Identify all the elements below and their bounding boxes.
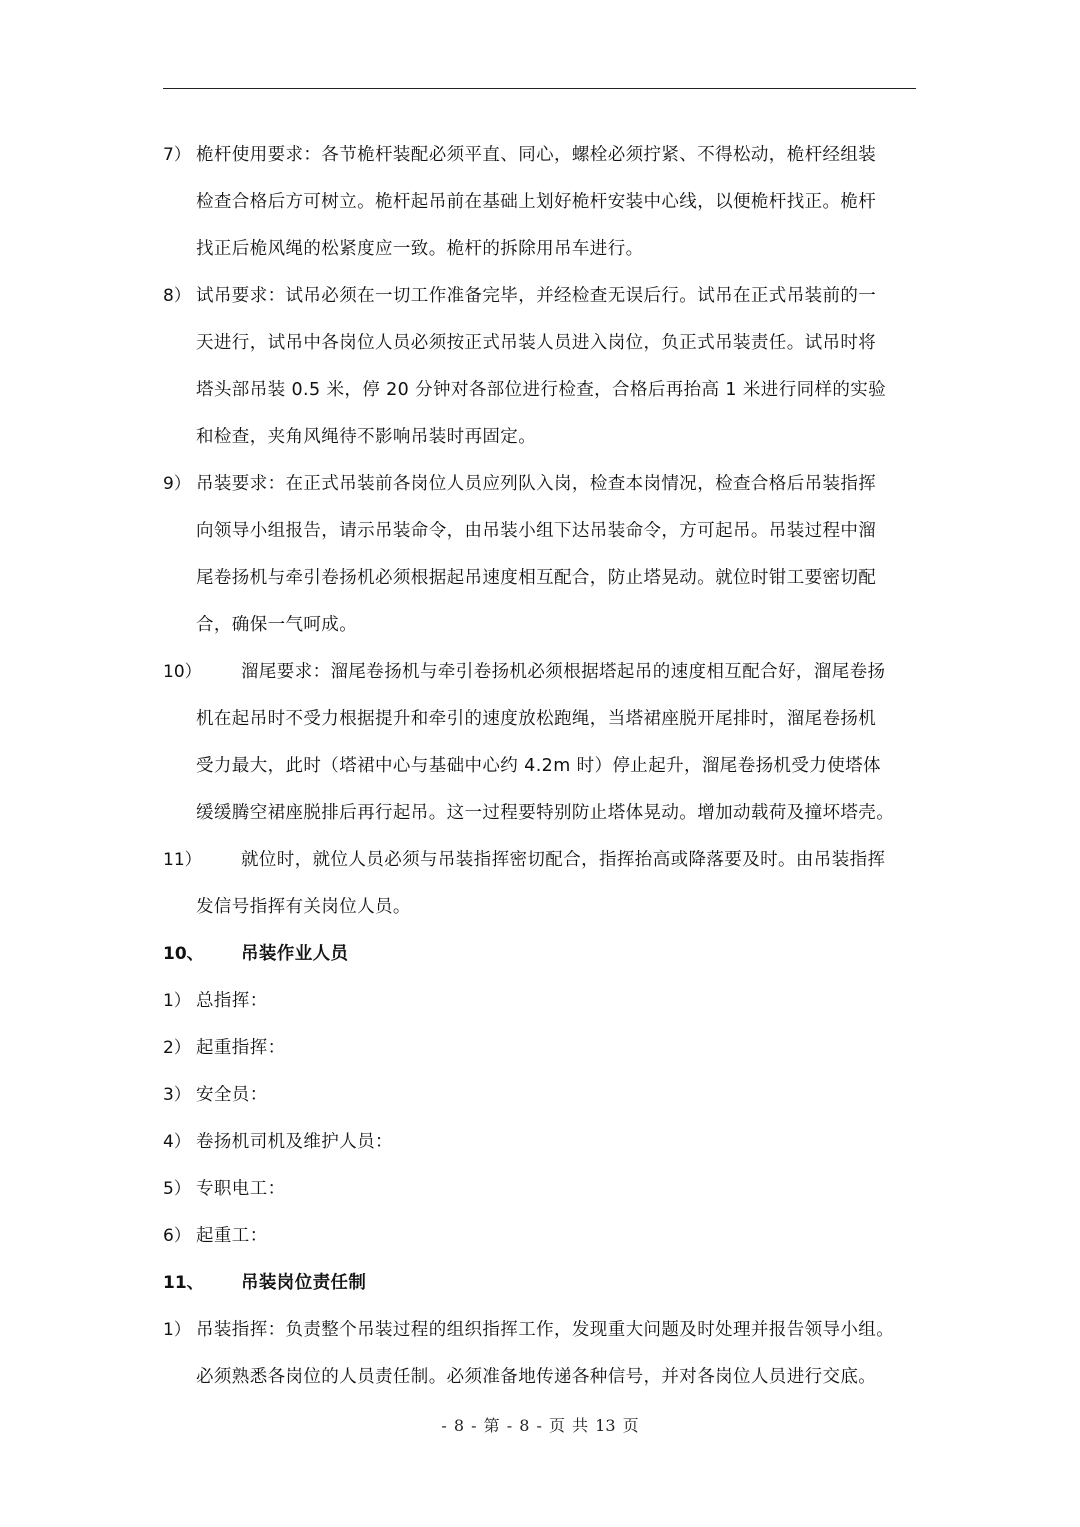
section-10-item-4-text: 卷扬机司机及维护人员：	[196, 1132, 393, 1152]
item-8-line-4: 和检查，夹角风绳待不影响吊装时再固定。	[196, 427, 537, 447]
item-8-line-1: 试吊要求：试吊必须在一切工作准备完毕，并经检查无误后行。试吊在正式吊装前的一	[196, 286, 877, 306]
section-11-item-1-number: 1）	[163, 1320, 191, 1340]
section-11-item-1-line-1: 吊装指挥：负责整个吊装过程的组织指挥工作，发现重大问题及时处理并报告领导小组。	[196, 1320, 895, 1340]
item-9-line-2: 向领导小组报告，请示吊装命令，由吊装小组下达吊装命令，方可起吊。吊装过程中溜	[196, 521, 877, 541]
section-10-item-3-text: 安全员：	[196, 1085, 268, 1105]
section-10-item-5-text: 专职电工：	[196, 1179, 286, 1199]
item-11-line-2: 发信号指挥有关岗位人员。	[196, 897, 411, 917]
section-11-number: 11、	[163, 1273, 204, 1293]
item-9-line-4: 合，确保一气呵成。	[196, 615, 358, 635]
item-10-line-4: 缓缓腾空裙座脱排后再行起吊。这一过程要特别防止塔体晃动。增加动载荷及撞坏塔壳。	[196, 803, 895, 823]
section-10-title: 吊装作业人员	[241, 944, 349, 964]
section-10-item-1-text: 总指挥：	[196, 991, 268, 1011]
item-10-number: 10）	[163, 662, 202, 682]
item-7-line-3: 找正后桅风绳的松紧度应一致。桅杆的拆除用吊车进行。	[196, 239, 644, 259]
section-11-item-1-line-2: 必须熟悉各岗位的人员责任制。必须准备地传递各种信号，并对各岗位人员进行交底。	[196, 1367, 877, 1387]
section-10-item-6-text: 起重工：	[196, 1226, 268, 1246]
section-11-title: 吊装岗位责任制	[241, 1273, 367, 1293]
header-rule	[163, 88, 916, 89]
section-10-item-3-number: 3）	[163, 1085, 191, 1105]
section-10-item-2-number: 2）	[163, 1038, 191, 1058]
item-8-number: 8）	[163, 286, 191, 306]
section-10-item-5-number: 5）	[163, 1179, 191, 1199]
section-10-item-6-number: 6）	[163, 1226, 191, 1246]
item-9-number: 9）	[163, 474, 191, 494]
item-11-number: 11）	[163, 850, 202, 870]
item-11-line-1: 就位时，就位人员必须与吊装指挥密切配合，指挥抬高或降落要及时。由吊装指挥	[241, 850, 886, 870]
section-10-number: 10、	[163, 944, 204, 964]
item-7-line-2: 检查合格后方可树立。桅杆起吊前在基础上划好桅杆安装中心线，以便桅杆找正。桅杆	[196, 192, 877, 212]
item-10-line-1: 溜尾要求：溜尾卷扬机与牵引卷扬机必须根据塔起吊的速度相互配合好，溜尾卷扬	[241, 662, 886, 682]
section-10-item-4-number: 4）	[163, 1132, 191, 1152]
item-8-line-2: 天进行，试吊中各岗位人员必须按正式吊装人员进入岗位，负正式吊装责任。试吊时将	[196, 333, 877, 353]
item-8-line-3: 塔头部吊装 0.5 米，停 20 分钟对各部位进行检查，合格后再抬高 1 米进行同样的实验	[196, 380, 887, 400]
item-9-line-3: 尾卷扬机与牵引卷扬机必须根据起吊速度相互配合，防止塔晃动。就位时钳工要密切配	[196, 568, 877, 588]
item-10-line-3: 受力最大，此时（塔裙中心与基础中心约 4.2m 时）停止起升，溜尾卷扬机受力使塔体	[196, 756, 881, 776]
section-10-item-2-text: 起重指挥：	[196, 1038, 286, 1058]
item-7-line-1: 桅杆使用要求：各节桅杆装配必须平直、同心，螺栓必须拧紧、不得松动，桅杆经组装	[196, 145, 877, 165]
section-10-item-1-number: 1）	[163, 991, 191, 1011]
item-7-number: 7）	[163, 145, 191, 165]
item-9-line-1: 吊装要求：在正式吊装前各岗位人员应列队入岗，检查本岗情况，检查合格后吊装指挥	[196, 474, 877, 494]
item-10-line-2: 机在起吊时不受力根据提升和牵引的速度放松跑绳，当塔裙座脱开尾排时，溜尾卷扬机	[196, 709, 877, 729]
page-footer: - 8 - 第 - 8 - 页 共 13 页	[441, 1416, 639, 1435]
